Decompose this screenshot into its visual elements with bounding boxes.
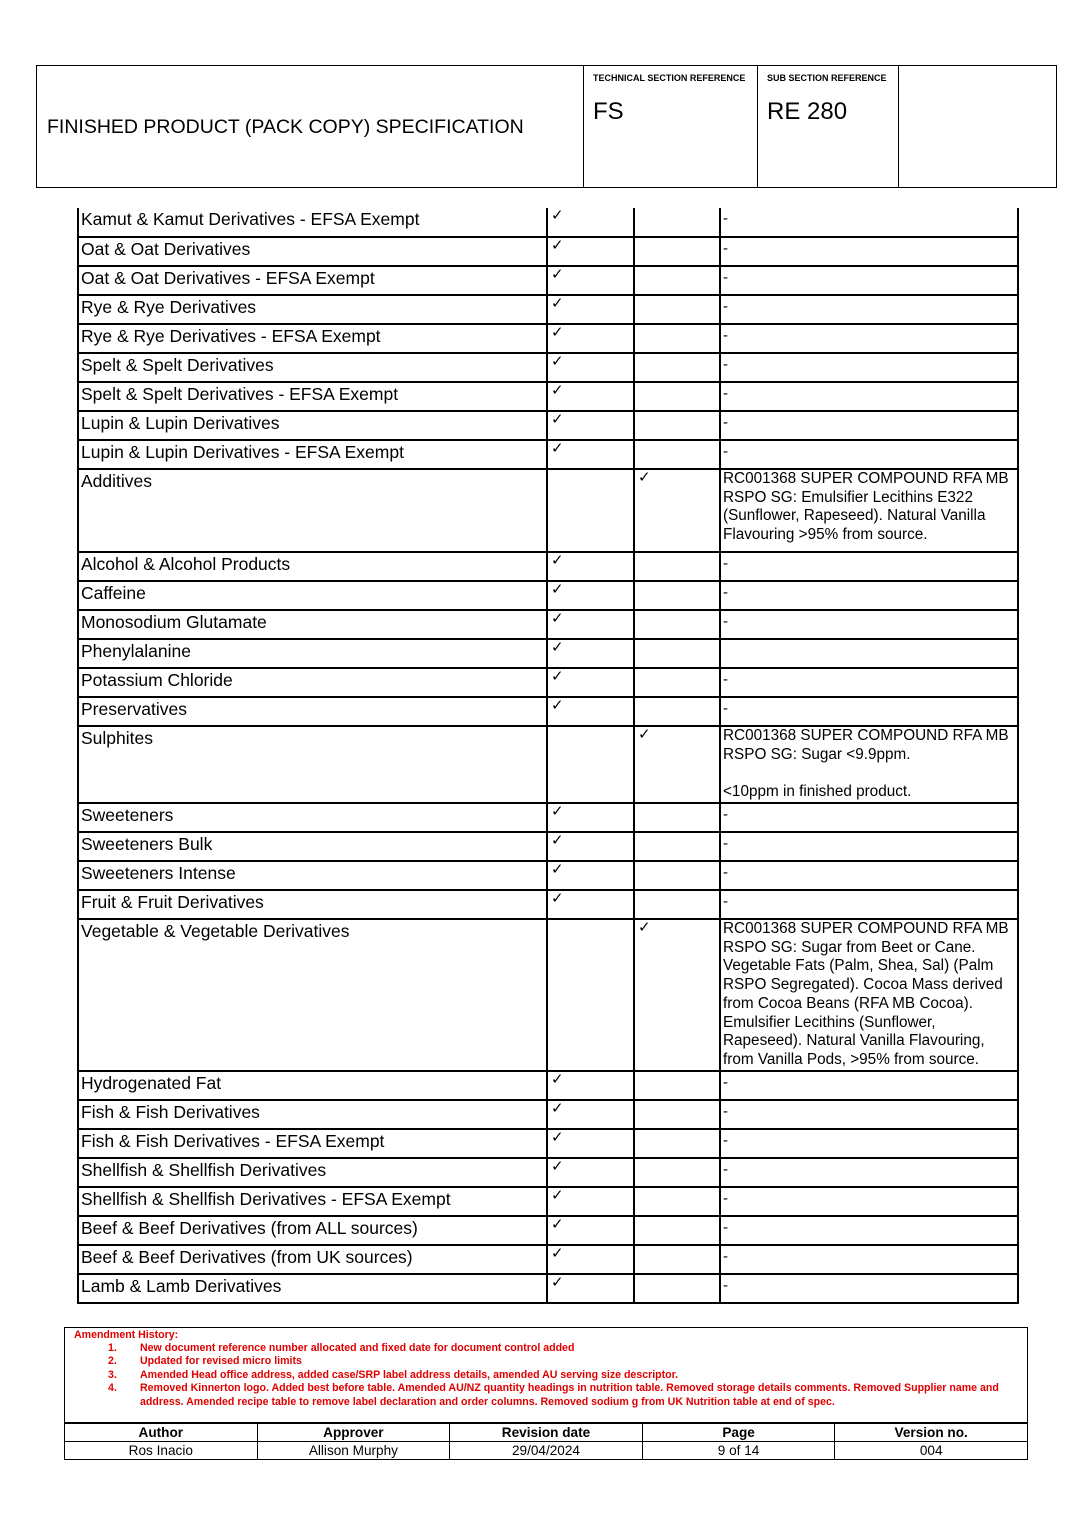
detail-text: RC001368 SUPER COMPOUND RFA MB RSPO SG: Sugar from Beet or Cane. Vegetable Fats (Palm, Shea, Sal) (Palm RSPO Segregated). Cocoa Mass derived from Cocoa Beans (RFA MB Cocoa). Emulsifier Lecithins (Sunflower, Rapeseed). Natural Vanilla Flavouring, from Vanilla Pods, >95% from source. [720, 919, 1018, 1071]
allergen-name: Sweeteners Bulk [78, 832, 547, 861]
allergen-name: Phenylalanine [78, 639, 547, 668]
detail-text: - [720, 668, 1018, 697]
detail-text: - [720, 440, 1018, 469]
absent-tick [547, 726, 634, 803]
table-row [78, 1274, 1018, 1303]
technical-section-cell [583, 66, 758, 187]
author-header: Author [65, 1424, 258, 1442]
document-title: FINISHED PRODUCT (PACK COPY) SPECIFICATION [47, 116, 524, 138]
table-row [78, 1187, 1018, 1216]
allergen-name: Spelt & Spelt Derivatives [78, 353, 547, 382]
absent-tick: ✓ [547, 1071, 634, 1100]
present-tick [634, 832, 720, 861]
table-row [78, 1245, 1018, 1274]
detail-text: - [720, 266, 1018, 295]
table-row [78, 697, 1018, 726]
table-row [78, 266, 1018, 295]
detail-text: - [720, 803, 1018, 832]
present-tick [634, 1274, 720, 1303]
detail-text: - [720, 382, 1018, 411]
author-value: Ros Inacio [65, 1442, 258, 1460]
allergen-name: Monosodium Glutamate [78, 610, 547, 639]
absent-tick: ✓ [547, 324, 634, 353]
absent-tick: ✓ [547, 552, 634, 581]
allergen-name: Fruit & Fruit Derivatives [78, 890, 547, 919]
table-row [78, 382, 1018, 411]
present-tick [634, 552, 720, 581]
table-row [78, 639, 1018, 668]
present-tick [634, 639, 720, 668]
allergen-name: Sweeteners Intense [78, 861, 547, 890]
allergen-name: Fish & Fish Derivatives [78, 1100, 547, 1129]
allergen-name: Rye & Rye Derivatives - EFSA Exempt [78, 324, 547, 353]
table-row [78, 1158, 1018, 1187]
detail-text: - [720, 697, 1018, 726]
table-row [78, 1100, 1018, 1129]
present-tick [634, 861, 720, 890]
detail-text: - [720, 1245, 1018, 1274]
sub-section-label: SUB SECTION REFERENCE [767, 73, 887, 83]
amendment-history [64, 1327, 1028, 1423]
present-tick [634, 697, 720, 726]
blank-header-cell [898, 66, 1056, 187]
table-row [78, 353, 1018, 382]
absent-tick: ✓ [547, 1187, 634, 1216]
absent-tick: ✓ [547, 890, 634, 919]
page-value: 9 of 14 [642, 1442, 835, 1460]
detail-text: - [720, 581, 1018, 610]
sub-section-cell [757, 66, 899, 187]
absent-tick: ✓ [547, 1274, 634, 1303]
detail-text: RC001368 SUPER COMPOUND RFA MB RSPO SG: Sugar <9.9ppm. <10ppm in finished product. [720, 726, 1018, 803]
amendment-heading: Amendment History: [74, 1329, 179, 1341]
present-tick [634, 353, 720, 382]
allergen-name: Lamb & Lamb Derivatives [78, 1274, 547, 1303]
absent-tick: ✓ [547, 208, 634, 237]
table-row [78, 861, 1018, 890]
document-header [36, 65, 1057, 188]
absent-tick: ✓ [547, 353, 634, 382]
detail-text: - [720, 1100, 1018, 1129]
amendment-number: 2. [108, 1355, 117, 1368]
detail-text: - [720, 1158, 1018, 1187]
amendment-item [65, 1369, 1015, 1382]
present-tick [634, 1129, 720, 1158]
amendment-text: Removed Kinnerton logo. Added best before table. Amended AU/NZ quantity headings in nutrition table. Removed storage details comments. Removed Supplier name and address. Amended recipe table to remove label declaration and order columns. Removed sodium g from UK Nutrition table at end of spec. [140, 1382, 999, 1408]
revision-date-value: 29/04/2024 [450, 1442, 643, 1460]
table-row [78, 237, 1018, 266]
absent-tick: ✓ [547, 832, 634, 861]
sub-section-value: RE 280 [767, 98, 848, 125]
present-tick [634, 668, 720, 697]
present-tick [634, 1100, 720, 1129]
present-tick [634, 1158, 720, 1187]
allergen-name: Sweeteners [78, 803, 547, 832]
amendment-item [65, 1342, 1015, 1355]
absent-tick: ✓ [547, 237, 634, 266]
detail-text: - [720, 324, 1018, 353]
table-row [78, 1129, 1018, 1158]
absent-tick: ✓ [547, 803, 634, 832]
document-control-table [64, 1423, 1028, 1460]
table-row [78, 610, 1018, 639]
present-tick [634, 1216, 720, 1245]
technical-section-value: FS [593, 98, 624, 125]
table-row [78, 469, 1018, 552]
table-row [78, 803, 1018, 832]
allergen-name: Oat & Oat Derivatives [78, 237, 547, 266]
version-value: 004 [835, 1442, 1028, 1460]
amendment-number: 1. [108, 1342, 117, 1354]
present-tick [634, 890, 720, 919]
detail-text: - [720, 295, 1018, 324]
present-tick [634, 1187, 720, 1216]
present-tick [634, 295, 720, 324]
present-tick: ✓ [634, 469, 720, 552]
table-row [78, 1071, 1018, 1100]
allergen-name: Shellfish & Shellfish Derivatives - EFSA Exempt [78, 1187, 547, 1216]
table-row [78, 726, 1018, 803]
table-row [78, 832, 1018, 861]
allergen-name: Alcohol & Alcohol Products [78, 552, 547, 581]
allergen-name: Kamut & Kamut Derivatives - EFSA Exempt [78, 208, 547, 237]
amendment-number: 4. [108, 1382, 117, 1395]
absent-tick: ✓ [547, 382, 634, 411]
absent-tick: ✓ [547, 1158, 634, 1187]
allergen-name: Beef & Beef Derivatives (from ALL sources) [78, 1216, 547, 1245]
absent-tick: ✓ [547, 295, 634, 324]
present-tick [634, 610, 720, 639]
detail-text: - [720, 353, 1018, 382]
absent-tick: ✓ [547, 1100, 634, 1129]
allergen-name: Beef & Beef Derivatives (from UK sources) [78, 1245, 547, 1274]
absent-tick [547, 469, 634, 552]
present-tick [634, 266, 720, 295]
technical-section-label: TECHNICAL SECTION REFERENCE [593, 73, 746, 83]
allergen-name: Additives [78, 469, 547, 552]
amendment-list [65, 1342, 1015, 1409]
allergen-name: Spelt & Spelt Derivatives - EFSA Exempt [78, 382, 547, 411]
table-row [78, 581, 1018, 610]
present-tick [634, 324, 720, 353]
table-row [78, 890, 1018, 919]
absent-tick: ✓ [547, 1129, 634, 1158]
table-row [78, 208, 1018, 237]
allergen-name: Preservatives [78, 697, 547, 726]
amendment-text: Updated for revised micro limits [140, 1355, 302, 1368]
footer-header-row [65, 1424, 1028, 1442]
approver-value: Allison Murphy [257, 1442, 450, 1460]
absent-tick: ✓ [547, 266, 634, 295]
detail-text: - [720, 411, 1018, 440]
detail-text: - [720, 610, 1018, 639]
allergen-name: Potassium Chloride [78, 668, 547, 697]
allergen-name: Vegetable & Vegetable Derivatives [78, 919, 547, 1071]
table-row [78, 668, 1018, 697]
allergen-name: Oat & Oat Derivatives - EFSA Exempt [78, 266, 547, 295]
table-row [78, 1216, 1018, 1245]
table-row [78, 552, 1018, 581]
absent-tick: ✓ [547, 697, 634, 726]
allergen-name: Hydrogenated Fat [78, 1071, 547, 1100]
allergen-name: Lupin & Lupin Derivatives - EFSA Exempt [78, 440, 547, 469]
detail-text: - [720, 861, 1018, 890]
absent-tick: ✓ [547, 1245, 634, 1274]
present-tick [634, 440, 720, 469]
present-tick [634, 1071, 720, 1100]
detail-text [720, 639, 1018, 668]
amendment-item [65, 1382, 1015, 1409]
table-row [78, 411, 1018, 440]
present-tick [634, 237, 720, 266]
amendment-number: 3. [108, 1368, 117, 1381]
detail-text: - [720, 1274, 1018, 1303]
detail-text: RC001368 SUPER COMPOUND RFA MB RSPO SG: Emulsifier Lecithins E322 (Sunflower, Rapeseed). Natural Vanilla Flavouring >95% from source. [720, 469, 1018, 552]
table-row [78, 295, 1018, 324]
revision-date-header: Revision date [450, 1424, 643, 1442]
table-row [78, 440, 1018, 469]
amendment-text: Amended Head office address, added case/SRP label address details, amended AU serving size descriptor. [140, 1368, 679, 1381]
present-tick [634, 1245, 720, 1274]
allergen-name: Caffeine [78, 581, 547, 610]
absent-tick: ✓ [547, 1216, 634, 1245]
allergen-name: Rye & Rye Derivatives [78, 295, 547, 324]
detail-text: - [720, 208, 1018, 237]
allergen-table [77, 208, 1019, 1304]
detail-text: - [720, 552, 1018, 581]
approver-header: Approver [257, 1424, 450, 1442]
allergen-name: Fish & Fish Derivatives - EFSA Exempt [78, 1129, 547, 1158]
amendment-text: New document reference number allocated and fixed date for document control added [140, 1342, 575, 1354]
detail-text: - [720, 237, 1018, 266]
detail-text: - [720, 1071, 1018, 1100]
absent-tick [547, 919, 634, 1071]
allergen-name: Shellfish & Shellfish Derivatives [78, 1158, 547, 1187]
version-header: Version no. [835, 1424, 1028, 1442]
table-row [78, 919, 1018, 1071]
present-tick [634, 382, 720, 411]
footer-value-row [65, 1442, 1028, 1460]
absent-tick: ✓ [547, 411, 634, 440]
present-tick [634, 411, 720, 440]
detail-text: - [720, 1187, 1018, 1216]
present-tick [634, 208, 720, 237]
absent-tick: ✓ [547, 668, 634, 697]
detail-text: - [720, 1129, 1018, 1158]
present-tick [634, 803, 720, 832]
present-tick: ✓ [634, 726, 720, 803]
allergen-name: Sulphites [78, 726, 547, 803]
absent-tick: ✓ [547, 861, 634, 890]
detail-text: - [720, 832, 1018, 861]
detail-text: - [720, 890, 1018, 919]
table-row [78, 324, 1018, 353]
absent-tick: ✓ [547, 440, 634, 469]
absent-tick: ✓ [547, 610, 634, 639]
page-header: Page [642, 1424, 835, 1442]
present-tick [634, 581, 720, 610]
amendment-item [65, 1355, 1015, 1368]
detail-text: - [720, 1216, 1018, 1245]
absent-tick: ✓ [547, 581, 634, 610]
present-tick: ✓ [634, 919, 720, 1071]
absent-tick: ✓ [547, 639, 634, 668]
allergen-name: Lupin & Lupin Derivatives [78, 411, 547, 440]
